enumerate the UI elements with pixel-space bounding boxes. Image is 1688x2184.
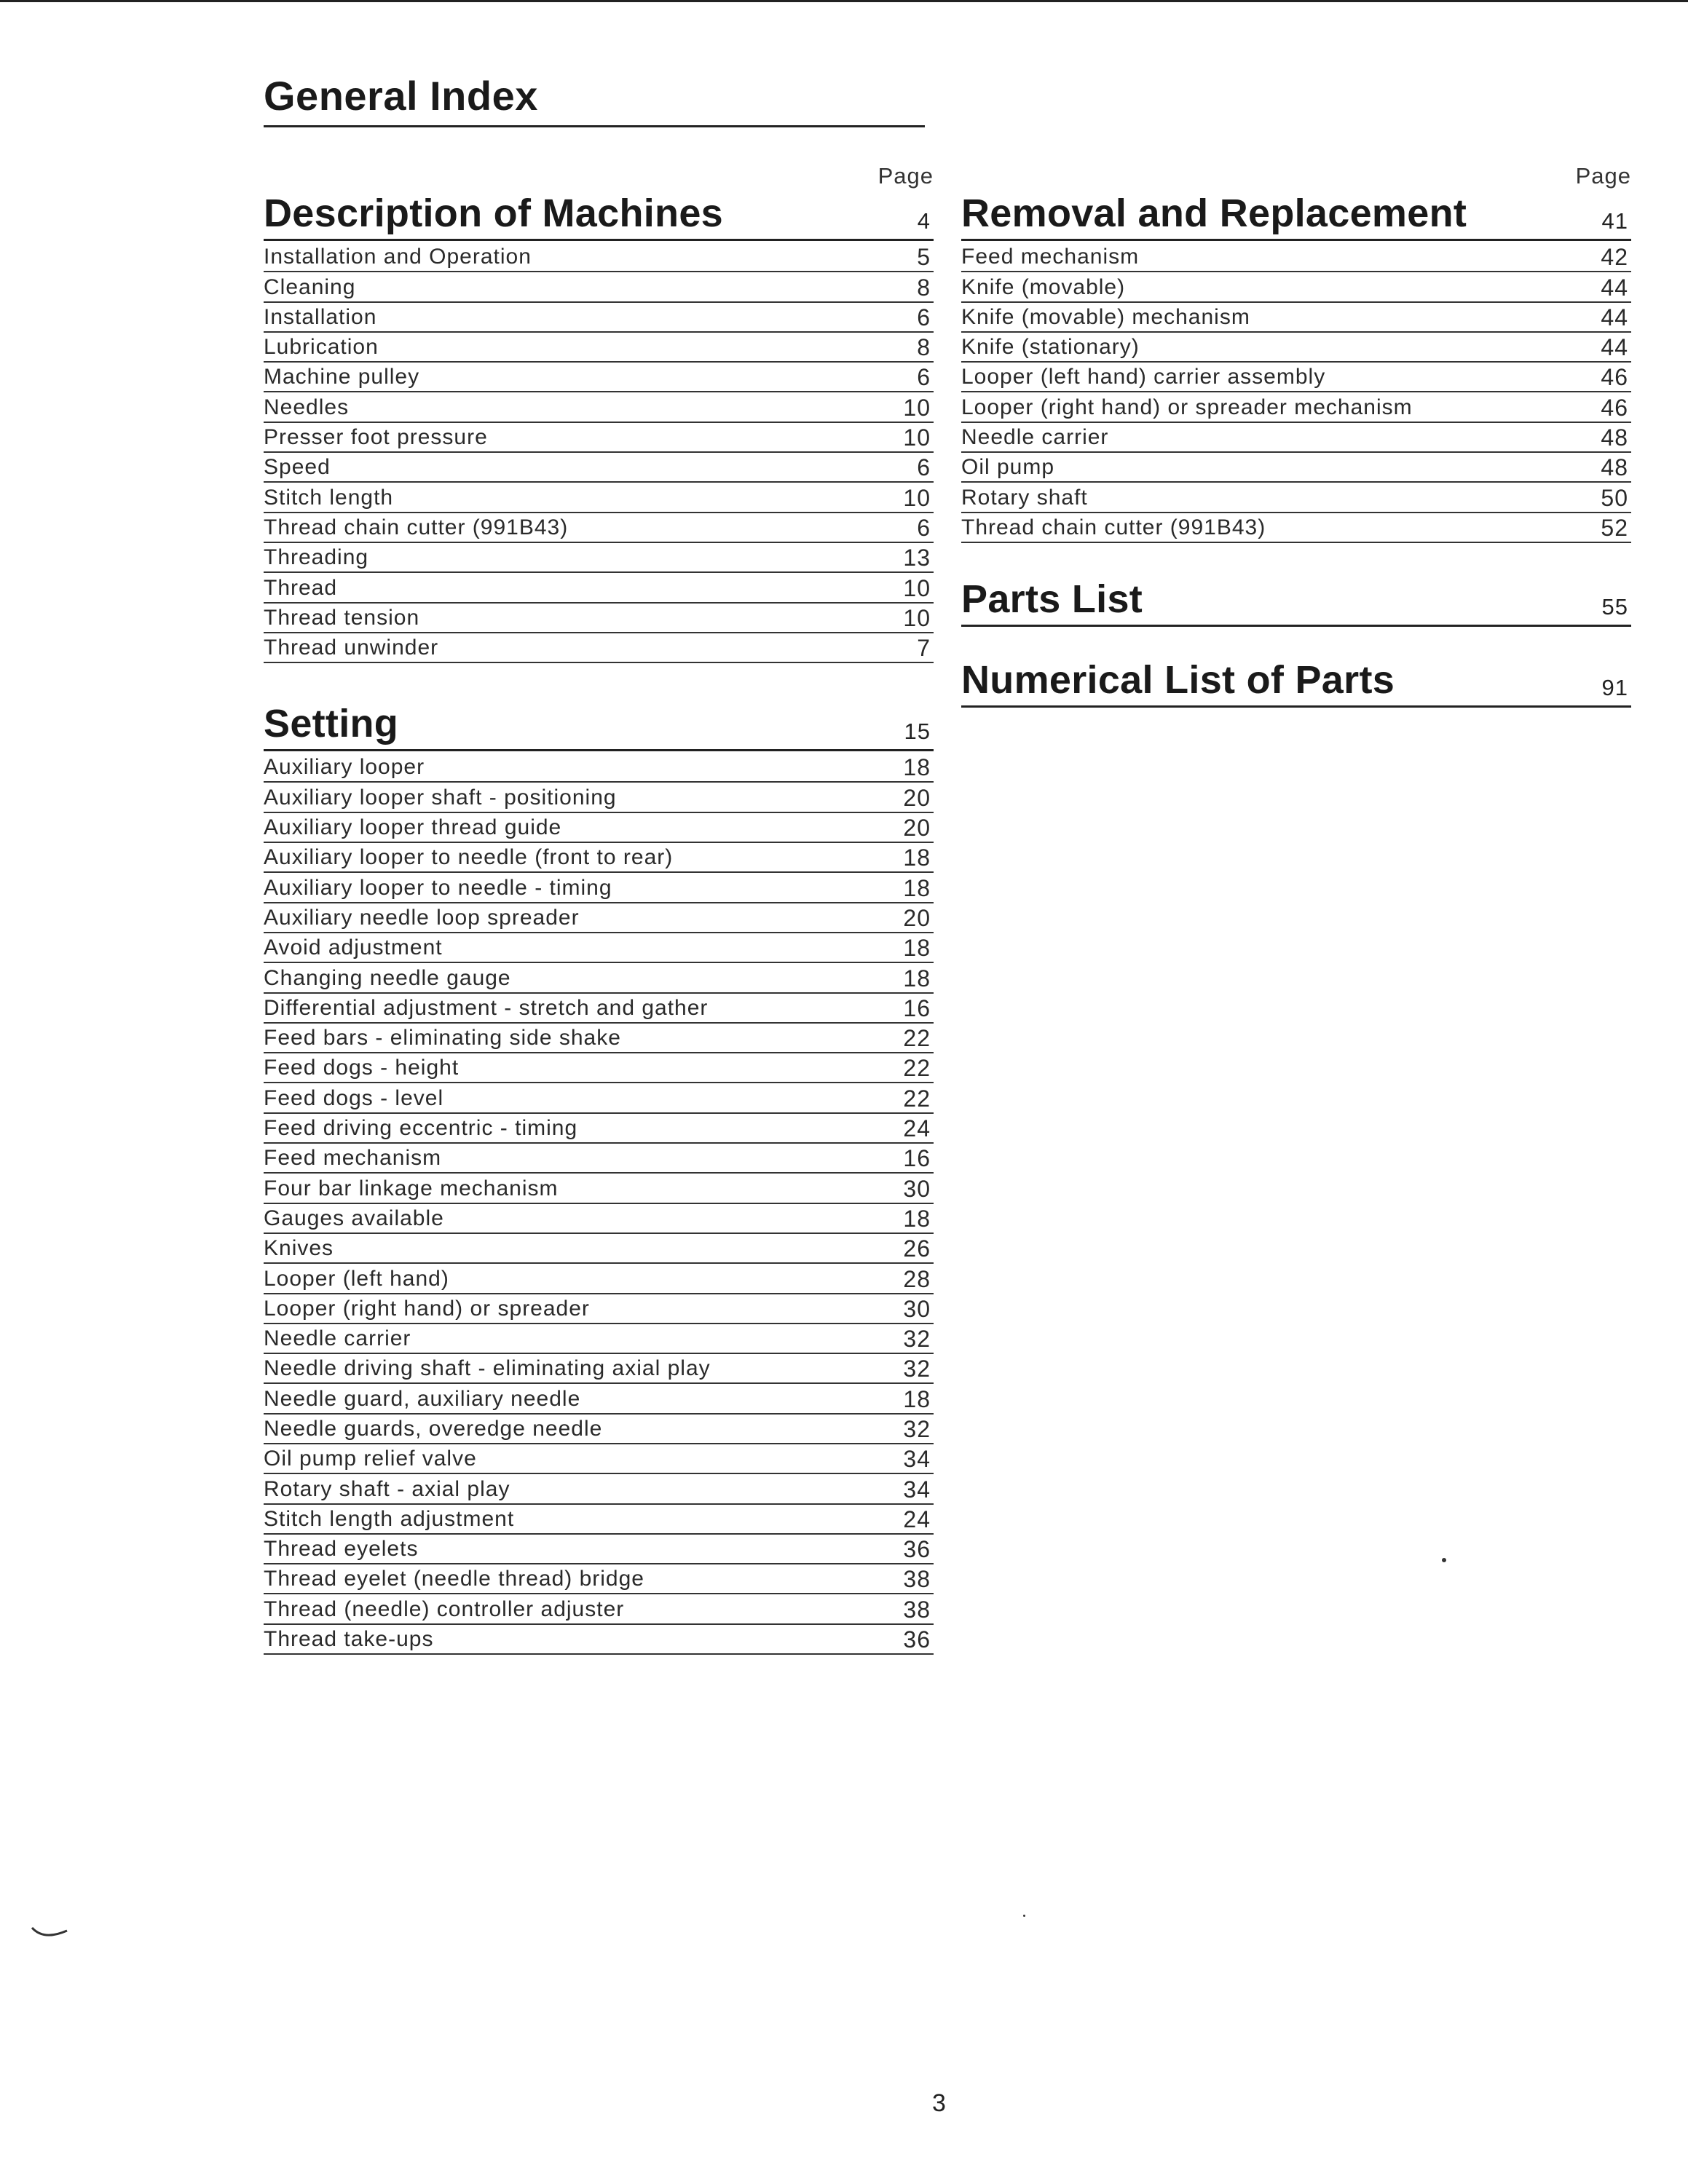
index-entry [264, 513, 934, 543]
index-entry [264, 1505, 934, 1535]
page-column-label: Page [1575, 163, 1631, 189]
section-spacer [264, 663, 934, 701]
entry-page-number: 32 [903, 1415, 931, 1442]
index-entry [264, 363, 934, 392]
entry-page-number: 36 [903, 1626, 931, 1653]
entry-page-number: 6 [917, 364, 931, 391]
index-entry [264, 1354, 934, 1384]
index-entry [264, 753, 934, 783]
entry-name: Feed mechanism [264, 1146, 442, 1171]
entry-page-number: 24 [903, 1115, 931, 1142]
entry-page-number: 32 [903, 1326, 931, 1353]
entry-name: Looper (left hand) carrier assembly [961, 365, 1326, 389]
index-entry [264, 1444, 934, 1474]
entry-page-number: 20 [903, 784, 931, 811]
index-entry [961, 333, 1631, 363]
index-section [961, 577, 1631, 627]
scan-speck [1442, 1558, 1446, 1562]
entry-page-number: 22 [903, 1025, 931, 1052]
entry-page-number: 52 [1601, 514, 1628, 541]
scan-mark-icon [29, 1922, 73, 1944]
entry-name: Feed dogs - level [264, 1085, 444, 1110]
entry-name: Needle carrier [961, 425, 1109, 450]
section-title: Setting [264, 702, 399, 746]
entry-page-number: 48 [1601, 424, 1628, 451]
index-entry [264, 1625, 934, 1655]
entry-name: Knife (stationary) [961, 335, 1140, 360]
index-section [264, 191, 934, 663]
entry-name: Knives [264, 1236, 334, 1261]
entry-page-number: 18 [903, 754, 931, 781]
entry-name: Looper (left hand) [264, 1266, 449, 1291]
index-entry [961, 303, 1631, 333]
entry-name: Knife (movable) [961, 274, 1126, 299]
entry-page-number: 38 [903, 1596, 931, 1623]
entry-page-number: 10 [903, 484, 931, 511]
entry-name: Cleaning [264, 274, 356, 299]
index-entry [264, 1083, 934, 1113]
index-entry [961, 363, 1631, 392]
index-entry [961, 453, 1631, 483]
entry-name: Thread unwinder [264, 636, 439, 660]
index-entry [264, 1594, 934, 1624]
entry-page-number: 10 [903, 574, 931, 601]
entry-name: Thread chain cutter (991B43) [961, 515, 1266, 539]
entry-name: Stitch length [264, 485, 394, 510]
entry-name: Needles [264, 395, 350, 419]
entry-name: Installation and Operation [264, 245, 532, 269]
right-sections [961, 191, 1631, 708]
entry-name: Auxiliary looper to needle (front to rear) [264, 845, 674, 870]
entry-page-number: 36 [903, 1536, 931, 1563]
index-entry [264, 994, 934, 1024]
index-section [961, 191, 1631, 543]
entry-page-number: 28 [903, 1265, 931, 1292]
entry-name: Thread take-ups [264, 1627, 434, 1652]
index-entry [264, 1144, 934, 1174]
section-title: Parts List [961, 577, 1143, 621]
index-entry [264, 903, 934, 933]
entry-name: Machine pulley [264, 365, 420, 389]
index-entry [264, 1324, 934, 1354]
entry-name: Lubrication [264, 335, 379, 360]
entry-name: Differential adjustment - stretch and gather [264, 995, 709, 1020]
entry-name: Needle carrier [264, 1326, 411, 1351]
entry-name: Thread tension [264, 605, 420, 630]
index-entry [264, 604, 934, 633]
entry-page-number: 20 [903, 904, 931, 931]
section-title: Description of Machines [264, 191, 724, 235]
entry-name: Thread eyelet (needle thread) bridge [264, 1567, 644, 1591]
entry-page-number: 34 [903, 1446, 931, 1473]
index-entry [264, 1294, 934, 1324]
entry-name: Feed dogs - height [264, 1056, 460, 1080]
entry-name: Auxiliary looper to needle - timing [264, 875, 612, 900]
section-page-number: 41 [1601, 208, 1628, 234]
entry-page-number: 6 [917, 454, 931, 481]
index-section [264, 701, 934, 1655]
entry-page-number: 32 [903, 1356, 931, 1382]
entry-name: Needle driving shaft - eliminating axial play [264, 1356, 711, 1381]
index-entry [264, 783, 934, 812]
entry-page-number: 6 [917, 304, 931, 331]
entry-page-number: 38 [903, 1566, 931, 1593]
entry-name: Installation [264, 304, 377, 329]
index-entry [264, 333, 934, 363]
entry-page-number: 10 [903, 604, 931, 631]
index-entry [961, 272, 1631, 302]
entry-name: Rotary shaft - axial play [264, 1476, 510, 1501]
section-heading [961, 577, 1631, 627]
entry-list [264, 753, 934, 1655]
entry-name: Gauges available [264, 1206, 444, 1230]
section-page-number: 55 [1601, 593, 1628, 620]
section-page-number: 15 [904, 719, 931, 745]
entry-page-number: 7 [917, 635, 931, 662]
index-entry [264, 543, 934, 573]
entry-page-number: 10 [903, 424, 931, 451]
entry-name: Auxiliary looper thread guide [264, 815, 562, 840]
entry-name: Auxiliary looper [264, 755, 425, 780]
top-border-rule [0, 0, 1688, 2]
index-entry [264, 1415, 934, 1444]
entry-list [961, 242, 1631, 543]
index-entry [264, 1174, 934, 1203]
section-title: Removal and Replacement [961, 191, 1467, 235]
entry-page-number: 22 [903, 1055, 931, 1082]
entry-page-number: 8 [917, 274, 931, 301]
entry-page-number: 44 [1601, 274, 1628, 301]
index-entry [264, 1024, 934, 1053]
page-column-label: Page [877, 163, 934, 189]
entry-page-number: 20 [903, 815, 931, 842]
entry-page-number: 22 [903, 1085, 931, 1112]
entry-page-number: 5 [917, 244, 931, 271]
entry-page-number: 16 [903, 994, 931, 1021]
index-entry [961, 242, 1631, 272]
index-entry [264, 633, 934, 663]
index-entry [264, 1234, 934, 1264]
index-entry [264, 1564, 934, 1594]
entry-name: Feed bars - eliminating side shake [264, 1026, 621, 1051]
entry-page-number: 44 [1601, 304, 1628, 331]
index-entry [264, 813, 934, 843]
page-number: 3 [932, 2089, 946, 2117]
entry-page-number: 18 [903, 844, 931, 871]
index-entry [264, 573, 934, 603]
index-entry [961, 513, 1631, 543]
index-entry [264, 272, 934, 302]
entry-name: Oil pump [961, 455, 1055, 480]
entry-name: Thread [264, 575, 338, 600]
entry-name: Avoid adjustment [264, 935, 443, 960]
index-entry [264, 483, 934, 513]
entry-page-number: 24 [903, 1506, 931, 1532]
index-entry [264, 1114, 934, 1144]
index-entry [264, 1474, 934, 1504]
entry-list [264, 242, 934, 663]
entry-name: Looper (right hand) or spreader [264, 1296, 590, 1321]
entry-page-number: 46 [1601, 364, 1628, 391]
entry-name: Thread (needle) controller adjuster [264, 1597, 625, 1621]
left-column [264, 162, 934, 1655]
section-heading [961, 657, 1631, 708]
entry-page-number: 30 [903, 1175, 931, 1202]
entry-page-number: 18 [903, 874, 931, 901]
section-page-number: 4 [917, 208, 931, 234]
entry-name: Four bar linkage mechanism [264, 1176, 559, 1200]
entry-page-number: 6 [917, 514, 931, 541]
index-entry [264, 1264, 934, 1294]
index-entry [961, 483, 1631, 513]
section-heading [961, 191, 1631, 241]
index-entry [264, 1204, 934, 1234]
entry-page-number: 50 [1601, 484, 1628, 511]
entry-name: Needle guard, auxiliary needle [264, 1386, 581, 1411]
index-entry [264, 303, 934, 333]
entry-page-number: 26 [903, 1235, 931, 1262]
index-entry [264, 392, 934, 422]
entry-page-number: 30 [903, 1295, 931, 1322]
scan-speck [1023, 1915, 1025, 1917]
index-entry [264, 963, 934, 993]
entry-name: Threading [264, 545, 369, 570]
page-title: General Index [264, 73, 925, 127]
index-entry [264, 843, 934, 873]
entry-name: Stitch length adjustment [264, 1506, 515, 1531]
entry-page-number: 34 [903, 1476, 931, 1503]
index-entry [264, 242, 934, 272]
entry-name: Changing needle gauge [264, 965, 511, 990]
entry-name: Oil pump relief valve [264, 1447, 477, 1471]
entry-name: Auxiliary looper shaft - positioning [264, 785, 617, 810]
index-entry [961, 423, 1631, 453]
index-entry [264, 1053, 934, 1083]
entry-page-number: 18 [903, 1385, 931, 1412]
index-entry [264, 933, 934, 963]
entry-page-number: 44 [1601, 334, 1628, 361]
entry-page-number: 18 [903, 935, 931, 962]
entry-name: Speed [264, 455, 331, 480]
index-entry [961, 392, 1631, 422]
entry-page-number: 16 [903, 1145, 931, 1172]
entry-page-number: 46 [1601, 394, 1628, 421]
entry-page-number: 10 [903, 394, 931, 421]
entry-page-number: 42 [1601, 244, 1628, 271]
entry-name: Thread eyelets [264, 1537, 419, 1562]
section-heading [264, 701, 934, 751]
entry-name: Needle guards, overedge needle [264, 1416, 603, 1441]
index-entry [264, 873, 934, 903]
index-entry [264, 453, 934, 483]
index-entry [264, 1384, 934, 1414]
left-sections [264, 191, 934, 1655]
section-heading [264, 191, 934, 241]
entry-page-number: 48 [1601, 454, 1628, 481]
entry-name: Feed driving eccentric - timing [264, 1116, 578, 1141]
index-entry [264, 423, 934, 453]
entry-name: Knife (movable) mechanism [961, 304, 1250, 329]
entry-page-number: 18 [903, 1205, 931, 1232]
entry-page-number: 8 [917, 334, 931, 361]
entry-name: Thread chain cutter (991B43) [264, 515, 569, 539]
index-entry [264, 1535, 934, 1564]
section-spacer [961, 543, 1631, 577]
right-column [961, 162, 1631, 708]
entry-name: Presser foot pressure [264, 425, 488, 450]
entry-page-number: 18 [903, 965, 931, 992]
entry-name: Feed mechanism [961, 245, 1140, 269]
section-spacer [961, 627, 1631, 657]
entry-page-number: 13 [903, 545, 931, 571]
entry-name: Auxiliary needle loop spreader [264, 905, 580, 930]
entry-name: Rotary shaft [961, 485, 1088, 510]
entry-name: Looper (right hand) or spreader mechanism [961, 395, 1413, 419]
section-page-number: 91 [1601, 674, 1628, 700]
index-section [961, 657, 1631, 708]
section-title: Numerical List of Parts [961, 657, 1395, 702]
